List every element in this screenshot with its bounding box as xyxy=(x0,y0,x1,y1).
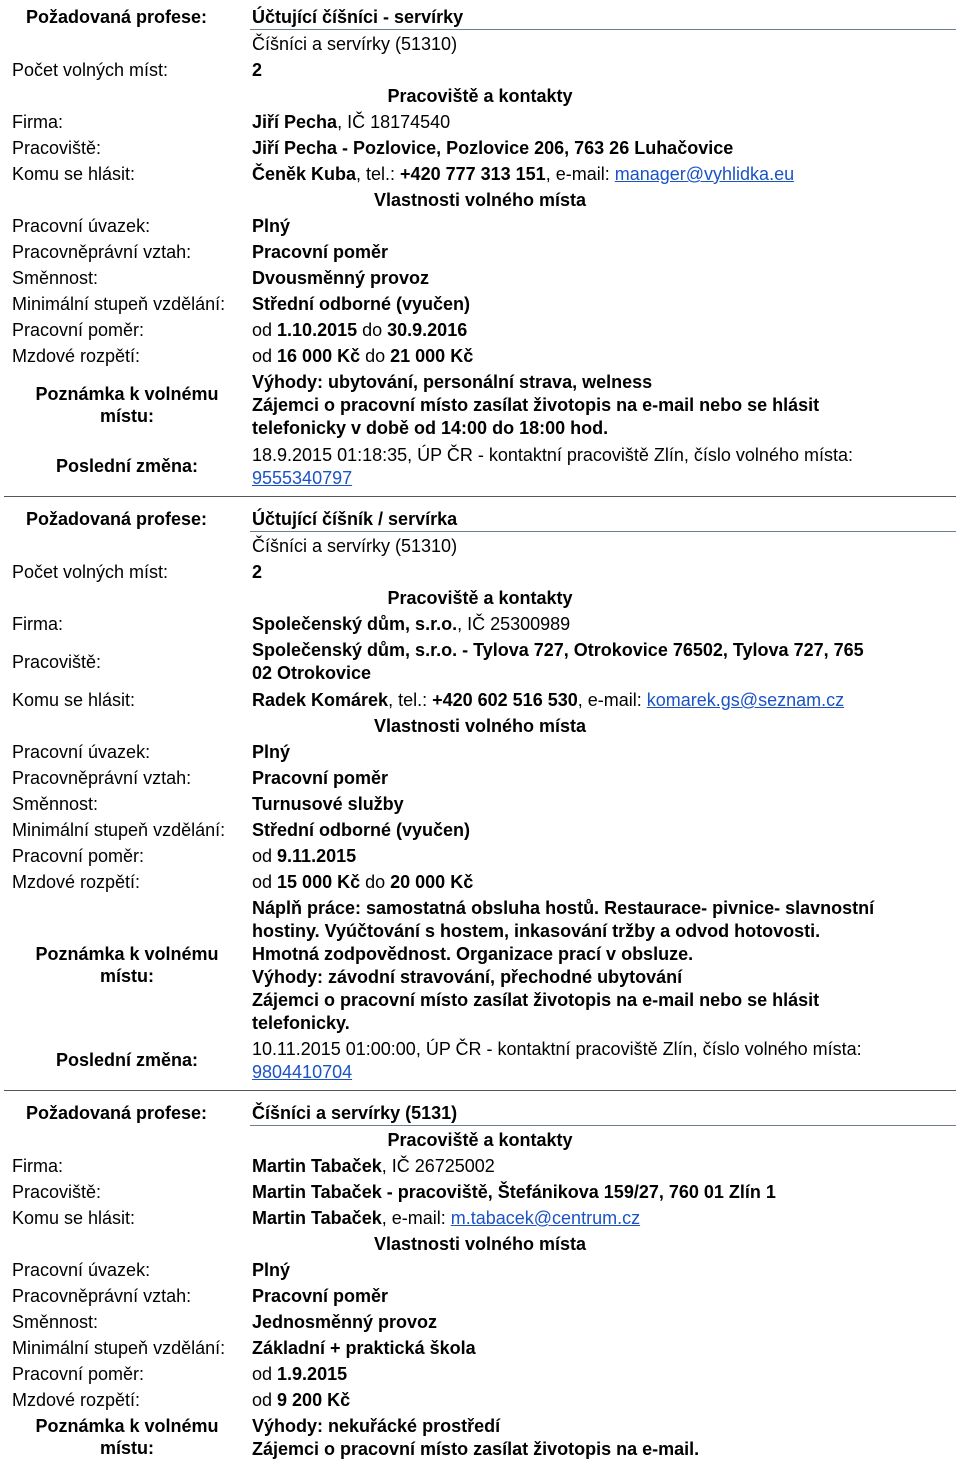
salary-from: 16 000 Kč xyxy=(277,346,361,366)
employment-from-label: od xyxy=(252,1364,278,1384)
shifts-label: Směnnost: xyxy=(12,268,99,288)
contact-tel-label: , tel.: xyxy=(388,690,433,710)
note-line: Hmotná zodpovědnost. Organizace prací v obsluze. xyxy=(252,944,694,964)
contact-name: Martin Tabaček xyxy=(252,1208,382,1228)
salary-value xyxy=(252,871,473,893)
company-label: Firma: xyxy=(12,1156,63,1176)
employment-label: Pracovní poměr: xyxy=(12,846,145,866)
company-value xyxy=(252,111,450,133)
vacancies-label: Počet volných míst: xyxy=(12,562,169,582)
vacancy-number-link[interactable]: 9804410704 xyxy=(252,1062,353,1082)
contact-email-link[interactable]: komarek.gs@seznam.cz xyxy=(646,690,845,710)
contact-label: Komu se hlásit: xyxy=(12,164,136,184)
education-value: Střední odborné (vyučen) xyxy=(252,294,471,314)
note-line: Náplň práce: samostatná obsluha hostů. Restaurace- pivnice- slavnostní xyxy=(252,898,875,918)
note-line: Zájemci o pracovní místo zasílat životopis na e-mail nebo se hlásit xyxy=(252,395,820,415)
company-name: Jiří Pecha xyxy=(252,112,338,132)
shifts-label: Směnnost: xyxy=(12,794,99,814)
profession-value: Účtující číšník / servírka xyxy=(252,509,458,529)
profession-category: Číšníci a servírky (51310) xyxy=(252,536,458,556)
company-ic: , IČ 25300989 xyxy=(457,614,571,634)
workload-label: Pracovní úvazek: xyxy=(12,742,151,762)
company-label: Firma: xyxy=(12,112,63,132)
note-line: Zájemci o pracovní místo zasílat životopis na e-mail. xyxy=(252,1439,700,1459)
profession-underline xyxy=(250,1125,956,1126)
properties-heading: Vlastnosti volného místa xyxy=(373,1234,587,1254)
salary-value xyxy=(252,1389,350,1411)
listing-separator xyxy=(4,496,956,497)
contact-email-label: , e-mail: xyxy=(545,164,615,184)
note-line: telefonicky. xyxy=(252,1013,350,1033)
workplace-label: Pracoviště: xyxy=(12,1182,102,1202)
contact-tel-label: , tel.: xyxy=(356,164,401,184)
last-change-value: 18.9.2015 01:18:35, ÚP ČR - kontaktní pracoviště Zlín, číslo volného místa: xyxy=(252,445,853,465)
employment-to-label: do xyxy=(357,320,388,340)
relation-label: Pracovněprávní vztah: xyxy=(12,768,192,788)
vacancy-number-link[interactable]: 9555340797 xyxy=(252,468,353,488)
vacancies-value: 2 xyxy=(252,60,263,80)
employment-from: 1.9.2015 xyxy=(277,1364,348,1384)
vacancies-value: 2 xyxy=(252,562,263,582)
workplace-line: 02 Otrokovice xyxy=(252,663,372,683)
profession-label: Požadovaná profese: xyxy=(26,7,208,27)
note-line: Zájemci o pracovní místo zasílat životopis na e-mail nebo se hlásit xyxy=(252,990,820,1010)
profession-category: Číšníci a servírky (51310) xyxy=(252,34,458,54)
contact-name: Radek Komárek xyxy=(252,690,389,710)
profession-value: Číšníci a servírky (5131) xyxy=(252,1103,458,1123)
contacts-heading: Pracoviště a kontakty xyxy=(387,588,573,608)
education-label: Minimální stupeň vzdělání: xyxy=(12,1338,226,1358)
relation-value: Pracovní poměr xyxy=(252,1286,389,1306)
shifts-value: Dvousměnný provoz xyxy=(252,268,430,288)
contact-name: Čeněk Kuba xyxy=(252,164,357,184)
contact-tel: +420 777 313 151 xyxy=(400,164,546,184)
salary-from: 9 200 Kč xyxy=(277,1390,351,1410)
workplace-value: Jiří Pecha - Pozlovice, Pozlovice 206, 763 26 Luhačovice xyxy=(252,138,734,158)
contact-email-link[interactable]: manager@vyhlidka.eu xyxy=(614,164,795,184)
workload-value: Plný xyxy=(252,1260,291,1280)
salary-from-label: od xyxy=(252,346,278,366)
profession-label: Požadovaná profese: xyxy=(26,509,208,529)
company-ic: , IČ 26725002 xyxy=(381,1156,495,1176)
salary-value xyxy=(252,345,473,367)
contact-label: Komu se hlásit: xyxy=(12,1208,136,1228)
note-line: hostiny. Vyúčtování s hostem, inkasování tržby a odvod hotovosti. xyxy=(252,921,821,941)
contact-email-label: , e-mail: xyxy=(381,1208,451,1228)
last-change-label: Poslední změna: xyxy=(55,1050,199,1070)
workplace-label: Pracoviště: xyxy=(12,652,102,672)
contact-value xyxy=(252,163,794,185)
company-name: Martin Tabaček xyxy=(252,1156,382,1176)
note-line: Výhody: nekuřácké prostředí xyxy=(252,1416,501,1436)
salary-from: 15 000 Kč xyxy=(277,872,361,892)
workplace-line: Společenský dům, s.r.o. - Tylova 727, Otrokovice 76502, Tylova 727, 765 xyxy=(252,640,864,660)
employment-label: Pracovní poměr: xyxy=(12,1364,145,1384)
employment-value xyxy=(252,845,356,867)
last-change-value: 10.11.2015 01:00:00, ÚP ČR - kontaktní pracoviště Zlín, číslo volného místa: xyxy=(252,1039,862,1059)
relation-value: Pracovní poměr xyxy=(252,242,389,262)
relation-label: Pracovněprávní vztah: xyxy=(12,1286,192,1306)
note-label: Poznámka k volnému místu: xyxy=(35,944,219,986)
last-change-label: Poslední změna: xyxy=(55,456,199,476)
workload-value: Plný xyxy=(252,216,291,236)
contacts-heading: Pracoviště a kontakty xyxy=(387,1130,573,1150)
profession-label: Požadovaná profese: xyxy=(26,1103,208,1123)
salary-label: Mzdové rozpětí: xyxy=(12,872,141,892)
shifts-value: Jednosměnný provoz xyxy=(252,1312,438,1332)
properties-heading: Vlastnosti volného místa xyxy=(373,190,587,210)
contact-label: Komu se hlásit: xyxy=(12,690,136,710)
salary-to: 20 000 Kč xyxy=(390,872,474,892)
workplace-value: Martin Tabaček - pracoviště, Štefánikova 159/27, 760 01 Zlín 1 xyxy=(252,1182,776,1202)
profession-value: Účtující číšníci - servírky xyxy=(252,7,464,27)
contact-value xyxy=(252,1207,640,1229)
workload-label: Pracovní úvazek: xyxy=(12,1260,151,1280)
contacts-heading: Pracoviště a kontakty xyxy=(387,86,573,106)
employment-to: 30.9.2016 xyxy=(387,320,468,340)
listing-separator xyxy=(4,1090,956,1091)
workload-value: Plný xyxy=(252,742,291,762)
vacancies-label: Počet volných míst: xyxy=(12,60,169,80)
company-label: Firma: xyxy=(12,614,63,634)
salary-from-label: od xyxy=(252,1390,278,1410)
education-value: Střední odborné (vyučen) xyxy=(252,820,471,840)
profession-underline xyxy=(250,29,956,30)
company-value xyxy=(252,1155,495,1177)
profession-underline xyxy=(250,531,956,532)
salary-to-label: do xyxy=(360,872,391,892)
relation-value: Pracovní poměr xyxy=(252,768,389,788)
salary-to-label: do xyxy=(360,346,391,366)
contact-tel: +420 602 516 530 xyxy=(432,690,578,710)
education-label: Minimální stupeň vzdělání: xyxy=(12,294,226,314)
employment-value xyxy=(252,319,467,341)
note-label: Poznámka k volnému místu: xyxy=(35,1416,219,1458)
employment-from-label: od xyxy=(252,846,278,866)
employment-label: Pracovní poměr: xyxy=(12,320,145,340)
salary-from-label: od xyxy=(252,872,278,892)
salary-to: 21 000 Kč xyxy=(390,346,474,366)
education-value: Základní + praktická škola xyxy=(252,1338,476,1358)
shifts-label: Směnnost: xyxy=(12,1312,99,1332)
note-label: Poznámka k volnému místu: xyxy=(35,384,219,426)
employment-from: 1.10.2015 xyxy=(277,320,358,340)
company-name: Společenský dům, s.r.o. xyxy=(252,614,458,634)
salary-label: Mzdové rozpětí: xyxy=(12,1390,141,1410)
contact-email-link[interactable]: m.tabacek@centrum.cz xyxy=(450,1208,641,1228)
company-value xyxy=(252,613,570,635)
shifts-value: Turnusové služby xyxy=(252,794,404,814)
salary-label: Mzdové rozpětí: xyxy=(12,346,141,366)
education-label: Minimální stupeň vzdělání: xyxy=(12,820,226,840)
workload-label: Pracovní úvazek: xyxy=(12,216,151,236)
note-line: Výhody: závodní stravování, přechodné ubytování xyxy=(252,967,683,987)
employment-value xyxy=(252,1363,347,1385)
note-line: telefonicky v době od 14:00 do 18:00 hod. xyxy=(252,418,609,438)
company-ic: , IČ 18174540 xyxy=(337,112,451,132)
contact-value xyxy=(252,689,844,711)
contact-email-label: , e-mail: xyxy=(577,690,647,710)
employment-from-label: od xyxy=(252,320,278,340)
workplace-label: Pracoviště: xyxy=(12,138,102,158)
employment-from: 9.11.2015 xyxy=(277,846,357,866)
relation-label: Pracovněprávní vztah: xyxy=(12,242,192,262)
note-line: Výhody: ubytování, personální strava, welness xyxy=(252,372,653,392)
properties-heading: Vlastnosti volného místa xyxy=(373,716,587,736)
